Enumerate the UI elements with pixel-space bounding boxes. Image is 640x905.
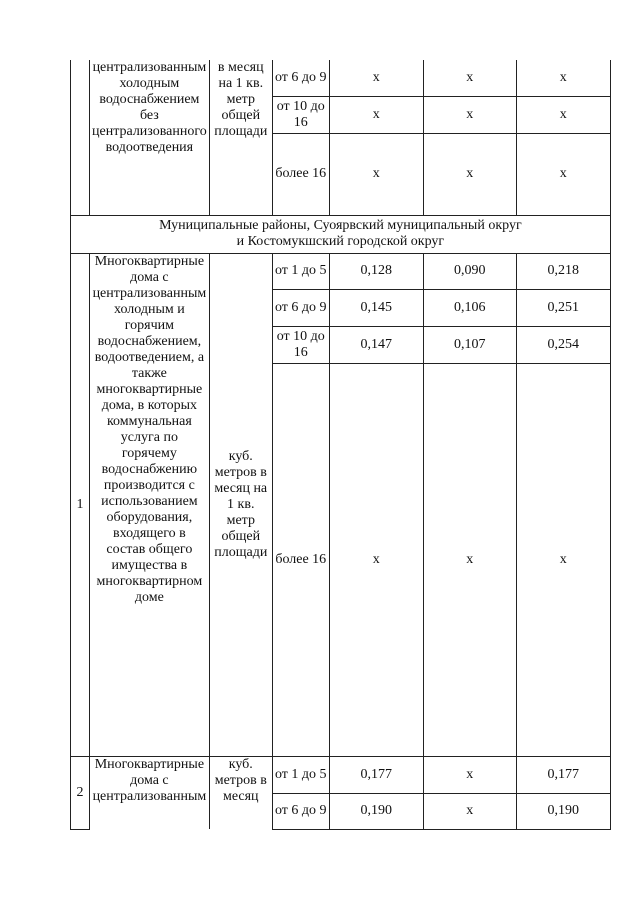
unit-cell: в месяц на 1 кв. метр общей площади xyxy=(209,60,272,215)
norms-table xyxy=(70,60,611,830)
row-number-cell: 1 xyxy=(71,253,90,756)
value-cell: 0,218 xyxy=(516,253,610,289)
value-cell: x xyxy=(516,363,610,756)
value-cell: x xyxy=(423,793,516,829)
value-cell: 0,190 xyxy=(516,793,610,829)
value-cell: x xyxy=(423,60,516,96)
value-cell: 0,177 xyxy=(516,756,610,793)
value-cell: x xyxy=(329,133,423,215)
value-cell: x xyxy=(423,756,516,793)
unit-cell: куб. метров в месяц на 1 кв. метр общей площади xyxy=(209,253,272,756)
floors-cell: от 1 до 5 xyxy=(272,756,329,793)
value-cell: 0,190 xyxy=(329,793,423,829)
floors-cell: более 16 xyxy=(272,363,329,756)
consumer-category-cell: Многоквартирные дома с централизованным xyxy=(90,756,210,829)
floors-cell: от 6 до 9 xyxy=(272,60,329,96)
value-cell: x xyxy=(516,133,610,215)
consumer-category-cell: централизованным холодным водоснабжением без централизованного водоотведения xyxy=(90,60,210,215)
floors-cell: от 6 до 9 xyxy=(272,289,329,326)
floors-cell: от 10 до 16 xyxy=(272,326,329,363)
value-cell: x xyxy=(329,60,423,96)
value-cell: 0,106 xyxy=(423,289,516,326)
section-header-row xyxy=(71,215,611,253)
value-cell: x xyxy=(423,363,516,756)
value-cell: x xyxy=(516,60,610,96)
value-cell: x xyxy=(329,96,423,133)
table-row xyxy=(71,756,611,793)
value-cell: x xyxy=(516,96,610,133)
unit-cell: куб. метров в месяц xyxy=(209,756,272,829)
section-header: Муниципальные районы, Суоярвский муниципальный округ и Костомукшский городской округ xyxy=(71,215,611,253)
floors-cell: от 6 до 9 xyxy=(272,793,329,829)
value-cell: 0,107 xyxy=(423,326,516,363)
value-cell: 0,147 xyxy=(329,326,423,363)
table-row xyxy=(71,60,611,96)
value-cell: 0,251 xyxy=(516,289,610,326)
floors-cell: от 1 до 5 xyxy=(272,253,329,289)
floors-cell: от 10 до 16 xyxy=(272,96,329,133)
value-cell: x xyxy=(329,363,423,756)
value-cell: x xyxy=(423,96,516,133)
value-cell: 0,177 xyxy=(329,756,423,793)
table-row xyxy=(71,253,611,289)
row-number-cell xyxy=(71,60,90,215)
value-cell: 0,145 xyxy=(329,289,423,326)
value-cell: 0,254 xyxy=(516,326,610,363)
value-cell: x xyxy=(423,133,516,215)
consumer-category-cell: Многоквартирные дома с централизованным холодным и горячим водоснабжением, водоотведением, а также многоквартирные дома, в которых коммунальная услуга по горячему водоснабжению производится с использованием оборудования, входящего в состав общего имущества в многоквартирном доме xyxy=(90,253,210,756)
floors-cell: более 16 xyxy=(272,133,329,215)
value-cell: 0,128 xyxy=(329,253,423,289)
row-number-cell: 2 xyxy=(71,756,90,829)
value-cell: 0,090 xyxy=(423,253,516,289)
